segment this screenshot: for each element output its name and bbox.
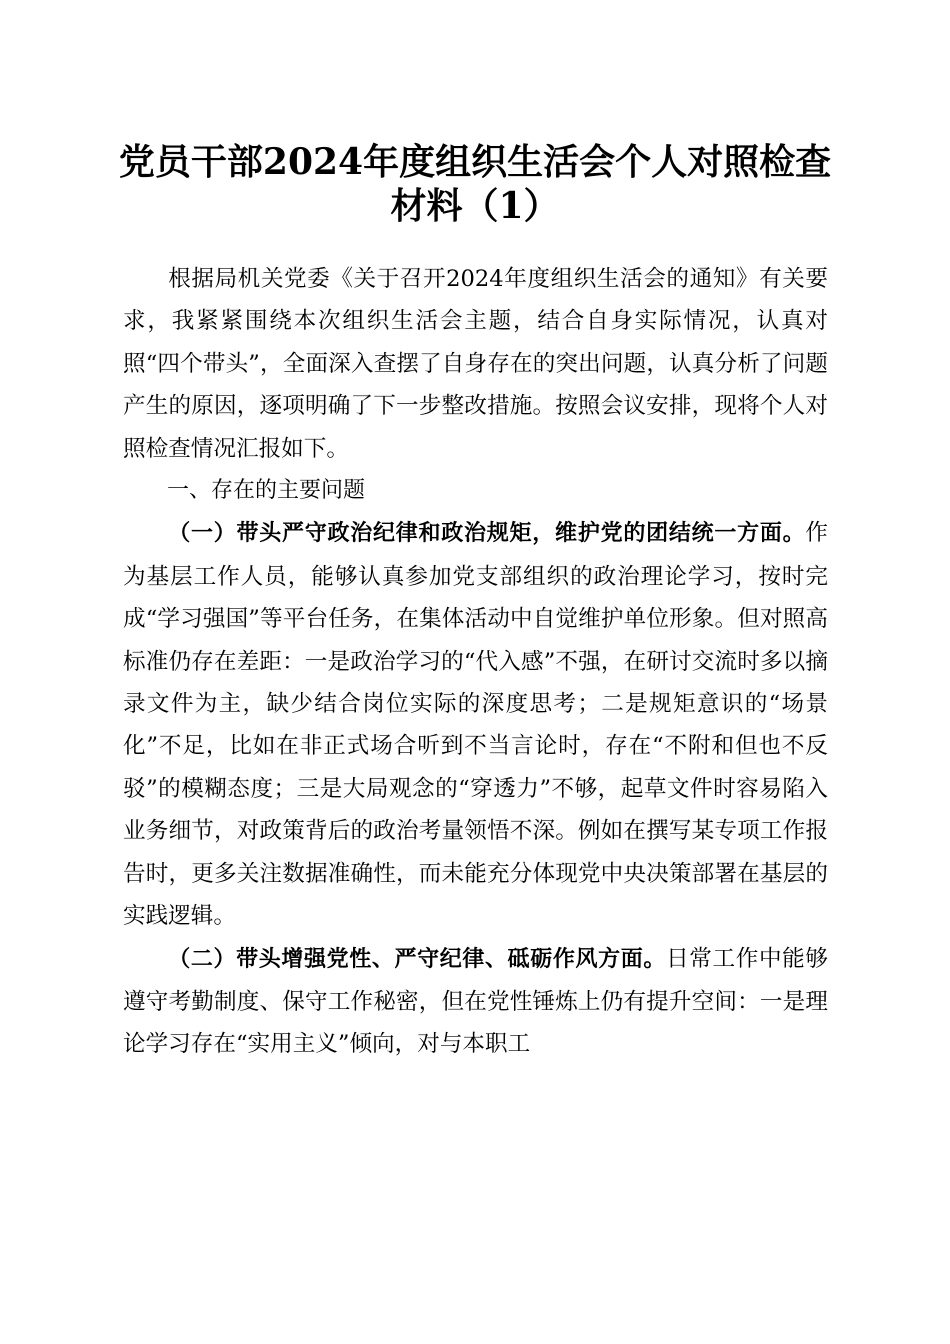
document-body	[123, 258, 828, 1066]
item-2-body: 日常工作中能够遵守考勤制度、保守工作秘密，但在党性锤炼上仍有提升空间：一是理论学习存在“实用主义”倾向，对与本职工	[123, 945, 828, 1058]
item-2-paragraph	[123, 938, 828, 1066]
document-title-line-1: 党员干部2024年度组织生活会个人对照检查	[118, 141, 832, 183]
item-2-lead: （二）带头增强党性、严守纪律、砥砺作风方面。	[168, 946, 667, 972]
item-1-body: 作为基层工作人员，能够认真参加党支部组织的政治理论学习，按时完成“学习强国”等平台任务，在集体活动中自觉维护单位形象。但对照高标准仍存在差距：一是政治学习的“代入感”不强，在研讨交流时多以摘录文件为主，缺少结合岗位实际的深度思考；二是规矩意识的“场景化”不足，比如在非正式场合听到不当言论时，存在“不附和但也不反驳”的模糊态度；三是大局观念的“穿透力”不够，起草文件时容易陷入业务细节，对政策背后的政治考量领悟不深。例如在撰写某专项工作报告时，更多关注数据准确性，而未能充分体现党中央决策部署在基层的实践逻辑。	[123, 520, 828, 930]
section-heading: 一、存在的主要问题	[167, 478, 366, 504]
item-1-paragraph	[123, 512, 828, 937]
document-title-line-2: 材料（1）	[390, 185, 560, 227]
item-1-lead: （一）带头严守政治纪律和政治规矩，维护党的团结统一方面。	[168, 521, 806, 547]
intro-paragraph: 根据局机关党委《关于召开2024年度组织生活会的通知》有关要求，我紧紧围绕本次组织生活会主题，结合自身实际情况，认真对照“四个带头”，全面深入查摆了自身存在的突出问题，认真分析了问题产生的原因，逐项明确了下一步整改措施。按照会议安排，现将个人对照检查情况汇报如下。	[123, 266, 828, 462]
